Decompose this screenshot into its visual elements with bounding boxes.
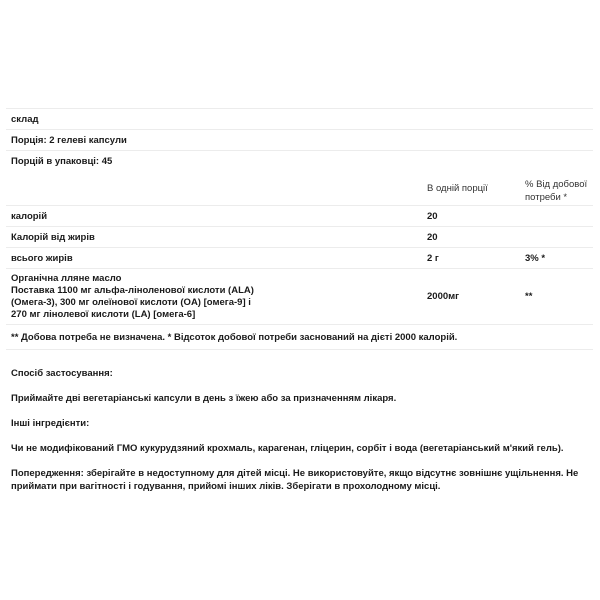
other-ingredients-title: Інші інгредієнти: bbox=[11, 418, 90, 429]
supplement-facts bbox=[6, 108, 593, 350]
column-header-row bbox=[6, 172, 593, 206]
nutrient-name: калорій bbox=[11, 210, 48, 222]
footnote: ** Добова потреба не визначена. * Відсоток добової потреби заснований на дієті 2000 калорій. bbox=[11, 331, 458, 343]
serving-size: Порція: 2 гелеві капсули bbox=[11, 134, 127, 146]
table-row bbox=[6, 227, 593, 248]
nutrient-dv bbox=[520, 227, 593, 248]
table-row bbox=[6, 269, 593, 325]
nutrient-name-line: Органічна лляне масло bbox=[11, 272, 122, 284]
nutrient-name: Калорій від жирів bbox=[11, 231, 95, 243]
column-header-per-serving: В одній порції bbox=[427, 182, 488, 194]
other-ingredients-text: Чи не модифікований ГМО кукурудзяний крохмаль, карагенан, гліцерин, сорбіт і вода (вегетаріанський м'який гель). bbox=[11, 443, 564, 454]
nutrient-name-line: (Омега-3), 300 мг олеїнової кислоти (OA) [омега-9] і bbox=[11, 296, 251, 308]
usage-text: Приймайте дві вегетаріанські капсули в день з їжею або за призначенням лікаря. bbox=[11, 393, 397, 404]
facts-title-row bbox=[6, 109, 593, 130]
table-row bbox=[6, 206, 593, 227]
usage-title: Спосіб застосування: bbox=[11, 368, 113, 379]
nutrient-dv: 3% * bbox=[525, 252, 546, 264]
column-header-daily-value: % Від добової потреби * bbox=[525, 178, 588, 203]
nutrient-name-line: Поставка 1100 мг альфа-ліноленової кислоти (ALA) bbox=[11, 284, 254, 296]
table-row bbox=[6, 248, 593, 269]
servings-per-container: Порцій в упаковці: 45 bbox=[11, 155, 113, 167]
nutrient-amount: 20 bbox=[427, 231, 438, 243]
nutrient-name-line: 270 мг лінолевої кислоти (LA) [омега-6] bbox=[11, 308, 196, 320]
nutrient-amount: 2 г bbox=[427, 252, 439, 264]
footnote-row bbox=[6, 325, 593, 350]
servings-per-container-row bbox=[6, 151, 593, 172]
nutrient-amount: 20 bbox=[427, 210, 438, 222]
facts-title: склад bbox=[11, 113, 39, 125]
nutrient-dv bbox=[520, 206, 593, 227]
nutrient-amount: 2000мг bbox=[427, 291, 460, 302]
serving-size-row bbox=[6, 130, 593, 151]
warning-text: Попередження: зберігайте в недоступному для дітей місці. Не використовуйте, якщо відсутнє зовнішнє ущільнення. Не приймати при вагітності і годування, прийомі інших ліків. Зберігати в прохолодному місці. bbox=[11, 468, 579, 492]
supplement-facts-table bbox=[6, 108, 593, 350]
nutrient-name: всього жирів bbox=[11, 252, 73, 264]
nutrient-dv: ** bbox=[525, 291, 533, 302]
nutrient-name bbox=[6, 269, 422, 325]
product-info bbox=[6, 367, 586, 505]
